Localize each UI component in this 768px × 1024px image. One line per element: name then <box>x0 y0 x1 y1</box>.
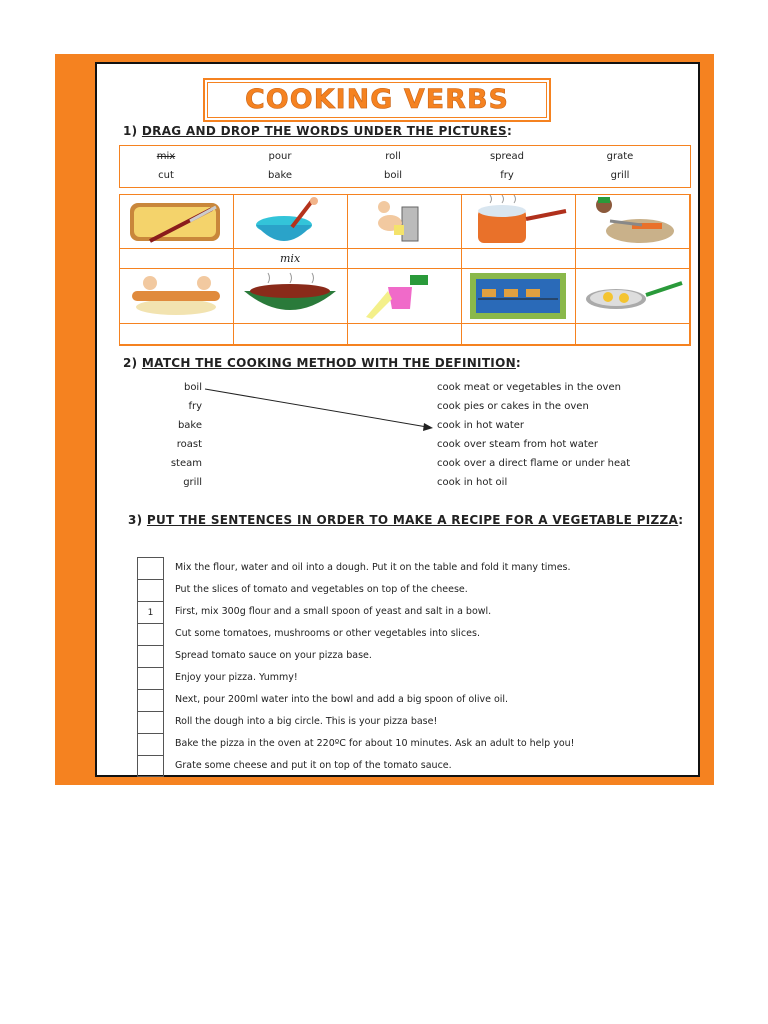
order-box-7[interactable] <box>138 690 163 712</box>
word-spread[interactable]: spread <box>489 151 525 162</box>
method-roast[interactable]: roast <box>176 439 202 450</box>
sentence-5: Spread tomato sauce on your pizza base. <box>175 650 372 661</box>
orange-frame <box>55 54 714 785</box>
sentence-2: Put the slices of tomato and vegetables on top of the cheese. <box>175 584 468 595</box>
order-box-9[interactable] <box>138 734 163 756</box>
definition-2[interactable]: cook pies or cakes in the oven <box>437 401 589 412</box>
section2-title: MATCH THE COOKING METHOD WITH THE DEFINITION <box>141 356 516 370</box>
sentence-6: Enjoy your pizza. Yummy! <box>175 672 298 683</box>
sentence-7: Next, pour 200ml water into the bowl and add a big spoon of olive oil. <box>175 694 509 705</box>
order-box-6[interactable] <box>138 668 163 690</box>
sentence-10: Grate some cheese and put it on top of the tomato sauce. <box>175 760 452 771</box>
answer-mix: mix <box>280 252 301 265</box>
method-steam[interactable]: steam <box>170 458 202 469</box>
word-grate[interactable]: grate <box>606 151 634 162</box>
method-boil[interactable]: boil <box>183 382 202 393</box>
word-mix[interactable]: mix <box>156 151 176 162</box>
order-box-4[interactable] <box>138 624 163 646</box>
section2-number: 2) <box>123 356 138 370</box>
order-boxes <box>137 557 164 777</box>
order-box-8[interactable] <box>138 712 163 734</box>
section3-title: PUT THE SENTENCES IN ORDER TO MAKE A RECIPE FOR A VEGETABLE PIZZA <box>146 513 679 527</box>
sentence-3: First, mix 300g flour and a small spoon of yeast and salt in a bowl. <box>175 606 492 617</box>
order-box-3[interactable]: 1 <box>138 602 163 624</box>
sentence-8: Roll the dough into a big circle. This is your pizza base! <box>175 716 438 727</box>
method-bake[interactable]: bake <box>177 420 202 431</box>
word-fry[interactable]: fry <box>500 170 514 181</box>
order-box-1[interactable] <box>138 558 163 580</box>
definition-4[interactable]: cook over steam from hot water <box>437 439 599 450</box>
word-boil[interactable]: boil <box>383 170 403 181</box>
definition-3[interactable]: cook in hot water <box>437 420 525 431</box>
section3-heading <box>128 513 683 527</box>
sentence-1: Mix the flour, water and oil into a dough. Put it on the table and fold it many times. <box>175 562 571 573</box>
order-box-10[interactable] <box>138 756 163 778</box>
section1-title: DRAG AND DROP THE WORDS UNDER THE PICTURES <box>141 124 507 138</box>
word-roll[interactable]: roll <box>385 151 401 162</box>
definition-5[interactable]: cook over a direct flame or under heat <box>437 458 631 469</box>
section3-number: 3) <box>128 513 143 527</box>
word-bake[interactable]: bake <box>267 170 293 181</box>
order-box-5[interactable] <box>138 646 163 668</box>
section3-colon: : <box>678 513 684 527</box>
section1-colon: : <box>507 124 513 138</box>
sentence-4: Cut some tomatoes, mushrooms or other vegetables into slices. <box>175 628 480 639</box>
section1-number: 1) <box>123 124 138 138</box>
word-pour[interactable]: pour <box>268 151 292 162</box>
section2-colon: : <box>515 356 522 370</box>
worksheet <box>95 62 700 777</box>
method-grill[interactable]: grill <box>183 477 202 488</box>
definition-6[interactable]: cook in hot oil <box>437 477 508 488</box>
method-fry[interactable]: fry <box>188 401 202 412</box>
sentence-9: Bake the pizza in the oven at 220ºC for about 10 minutes. Ask an adult to help you! <box>175 738 575 749</box>
word-grill[interactable]: grill <box>610 170 630 181</box>
order-box-2[interactable] <box>138 580 163 602</box>
page-title: COOKING VERBS <box>244 84 509 115</box>
definition-1[interactable]: cook meat or vegetables in the oven <box>437 382 621 393</box>
word-cut[interactable]: cut <box>158 170 174 181</box>
